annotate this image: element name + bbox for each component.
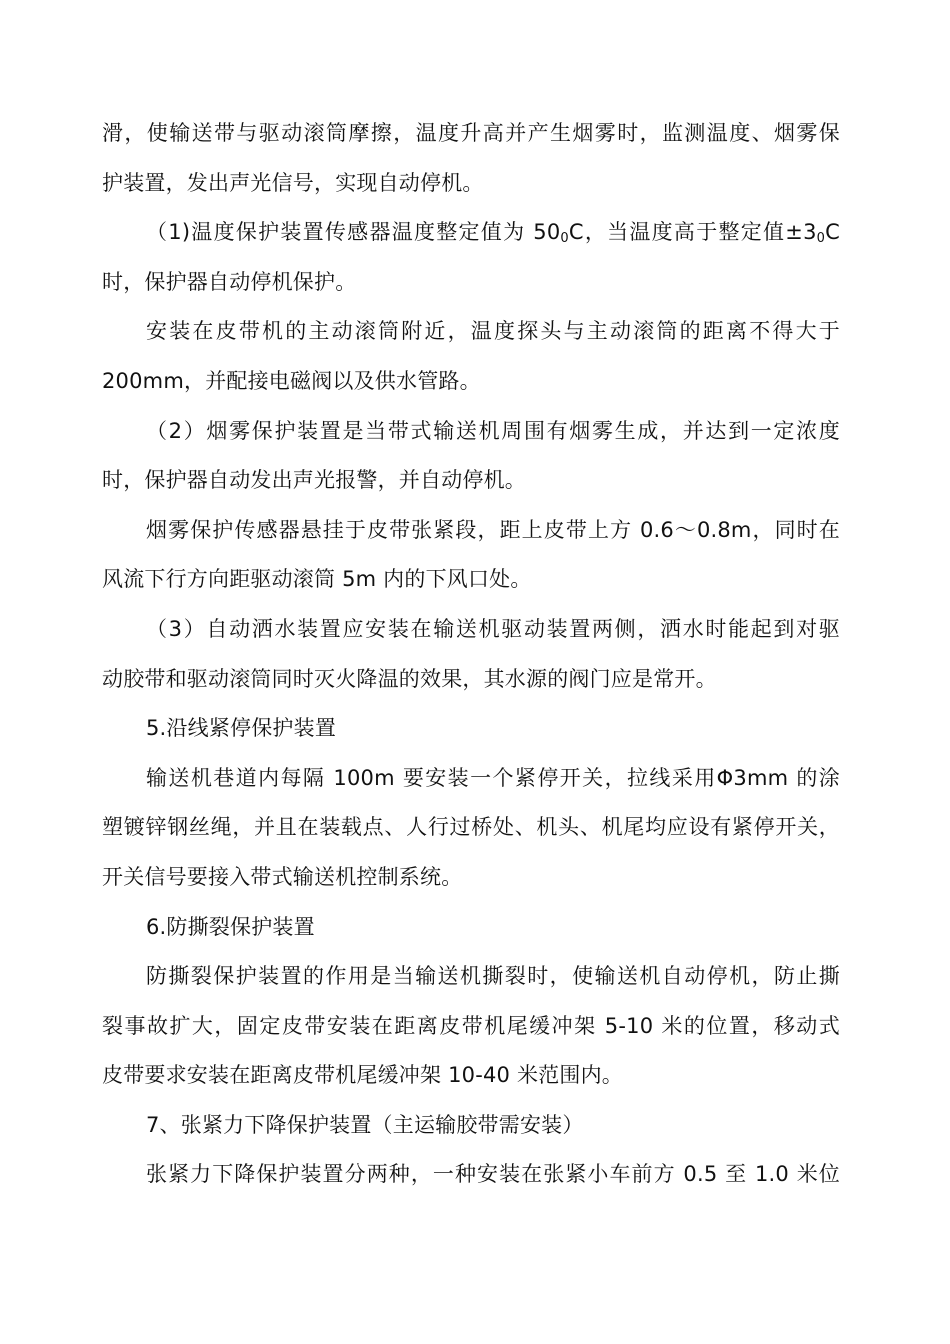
- text-line-10: 风流下行方向距驱动滚筒 5m 内的下风口处。: [102, 567, 532, 592]
- text-line-11: （3）自动洒水装置应安装在输送机驱动装置两侧，洒水时能起到对驱: [146, 616, 840, 641]
- text-line-1: 滑，使输送带与驱动滚筒摩擦，温度升高并产生烟雾时，监测温度、烟雾保: [102, 121, 840, 145]
- text-line-3-part-3: C: [825, 220, 840, 245]
- text-line-3: [102, 213, 840, 263]
- body-text: [102, 114, 840, 1205]
- text-line-14: 输送机巷道内每隔 100m 要安装一个紧停开关，拉线采用Φ3mm 的涂: [146, 765, 840, 790]
- text-line-6: 200mm，并配接电磁阀以及供水管路。: [102, 368, 481, 393]
- degree-subscript-2: 0: [816, 231, 826, 247]
- text-line-3-part-1: （1)温度保护装置传感器温度整定值为 50: [146, 220, 561, 245]
- text-line-19: 裂事故扩大，固定皮带安装在距离皮带机尾缓冲架 5-10 米的位置，移动式: [102, 1013, 840, 1038]
- text-line-9: 烟雾保护传感器悬挂于皮带张紧段，距上皮带上方 0.6～0.8m，同时在: [146, 517, 840, 542]
- section-heading-5: 5.沿线紧停保护装置: [146, 716, 337, 741]
- text-line-8: 时，保护器自动发出声光报警，并自动停机。: [102, 468, 526, 493]
- degree-subscript-1: 0: [560, 231, 569, 247]
- text-line-16: 开关信号要接入带式输送机控制系统。: [102, 864, 463, 889]
- text-line-4: 时，保护器自动停机保护。: [102, 269, 357, 294]
- text-line-20: 皮带要求安装在距离皮带机尾缓冲架 10-40 米范围内。: [102, 1063, 623, 1088]
- section-heading-7: 7、张紧力下降保护装置（主运输胶带需安装）: [146, 1112, 584, 1137]
- text-line-22: 张紧力下降保护装置分两种，一种安装在张紧小车前方 0.5 至 1.0 米位: [146, 1162, 840, 1187]
- text-line-2: 护装置，发出声光信号，实现自动停机。: [102, 170, 484, 195]
- text-line-12: 动胶带和驱动滚筒同时灭火降温的效果，其水源的阀门应是常开。: [102, 666, 717, 691]
- text-line-5: 安装在皮带机的主动滚筒附近，温度探头与主动滚筒的距离不得大于: [146, 319, 840, 344]
- text-line-15: 塑镀锌钢丝绳，并且在装载点、人行过桥处、机头、机尾均应设有紧停开关，: [102, 815, 840, 840]
- section-heading-6: 6.防撕裂保护装置: [146, 914, 315, 939]
- text-line-3-part-2: C，当温度高于整定值±3: [568, 220, 817, 245]
- text-line-7: （2）烟雾保护装置是当带式输送机周围有烟雾生成，并达到一定浓度: [146, 418, 840, 443]
- text-line-18: 防撕裂保护装置的作用是当输送机撕裂时，使输送机自动停机，防止撕: [146, 964, 840, 989]
